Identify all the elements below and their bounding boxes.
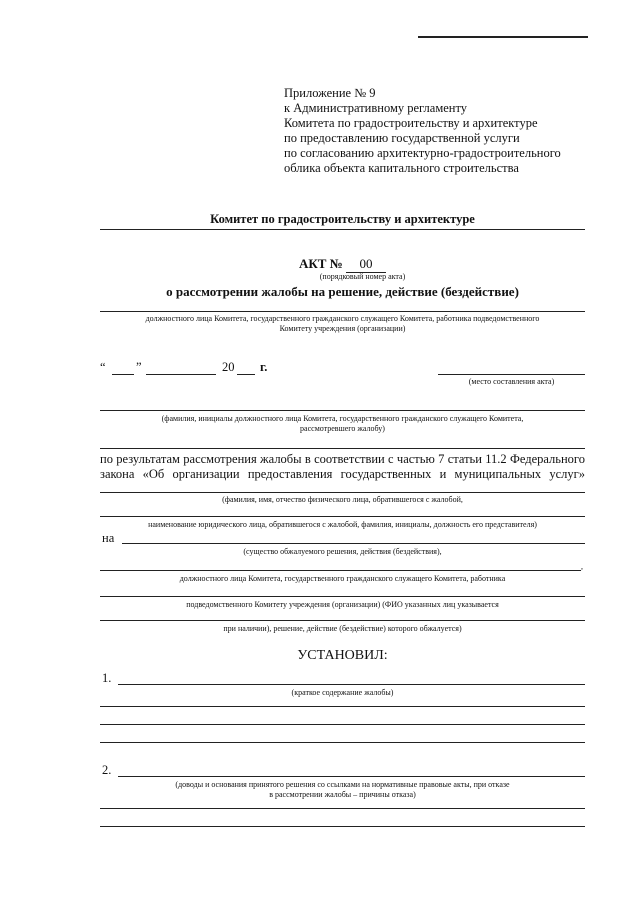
- established-heading: УСТАНОВИЛ:: [297, 648, 388, 663]
- item-1-caption: (краткое содержание жалобы): [291, 688, 394, 697]
- item-1-blank-line: [100, 724, 585, 725]
- appealed-decision-caption: (существо обжалуемого решения, действия (бездействия),: [243, 547, 442, 556]
- blank-line: [100, 596, 585, 597]
- official-line-3: при наличии), решение, действие (бездействие) которого обжалуется): [223, 624, 462, 633]
- blank-line: [100, 620, 585, 621]
- act-number: 00: [346, 256, 386, 273]
- reviewer-line: [100, 410, 585, 411]
- header-line: по согласованию архитектурно-градостроительного: [284, 146, 561, 160]
- act-number-caption: (порядковый номер акта): [319, 272, 406, 281]
- act-heading: [100, 256, 585, 273]
- official-caption: [100, 314, 585, 334]
- item-1-number: 1.: [102, 671, 112, 685]
- year-suffix: г.: [260, 360, 268, 374]
- official-caption-line: должностного лица Комитета, государственного гражданского служащего Комитета, работника подведомственного: [145, 314, 540, 323]
- blank-line: [100, 448, 585, 449]
- date-close-quote: ”: [136, 360, 142, 374]
- year-blank: [237, 374, 255, 375]
- top-rule: [418, 36, 588, 38]
- item-2-caption: [100, 780, 585, 800]
- individual-line: [100, 492, 585, 493]
- appealed-decision-line: [122, 543, 585, 544]
- place-caption: (место составления акта): [468, 377, 555, 386]
- committee-underline: [100, 229, 585, 230]
- header-line: Приложение № 9: [284, 86, 376, 100]
- body-line-1: по результатам рассмотрения жалобы в соответствии с частью 7 статьи 11.2 Федерального: [100, 452, 585, 466]
- year-prefix: 20: [222, 360, 235, 374]
- legal-entity-line: [100, 516, 585, 517]
- reviewer-caption-line: рассмотревшего жалобу): [300, 424, 385, 433]
- item-1-blank-line: [100, 706, 585, 707]
- item-2-number: 2.: [102, 763, 112, 777]
- item-2-caption-line: (доводы и основания принятого решения со ссылками на нормативные правовые акты, при отказе: [175, 780, 510, 789]
- header-line: к Административному регламенту: [284, 101, 468, 115]
- item-2-blank-line: [100, 808, 585, 809]
- header-line: Комитета по градостроительству и архитектуре: [284, 116, 538, 130]
- official-line-1: должностного лица Комитета, государственного гражданского служащего Комитета, работника: [179, 574, 506, 583]
- appendix-header: [284, 86, 561, 176]
- official-line-2: подведомственного Комитету учреждения (организации) (ФИО указанных лиц указывается: [186, 600, 499, 609]
- individual-caption: (фамилия, имя, отчество физического лица, обратившегося с жалобой,: [222, 495, 463, 504]
- committee-title: Комитет по градостроительству и архитектуре: [210, 212, 475, 226]
- date-open-quote: “: [100, 360, 106, 374]
- header-line: по предоставлению государственной услуги: [284, 131, 520, 145]
- item-1-blank-line: [100, 742, 585, 743]
- comma-mark: ,: [581, 562, 583, 571]
- on-label: на: [102, 531, 115, 545]
- official-caption-line: Комитету учреждения (организации): [279, 324, 406, 333]
- item-2-blank-line: [100, 826, 585, 827]
- act-label: АКТ №: [298, 256, 343, 271]
- act-title-underline: [100, 311, 585, 312]
- comma-line: [100, 570, 581, 571]
- reviewer-caption: [100, 414, 585, 434]
- place-blank: [438, 374, 585, 375]
- day-blank: [112, 374, 134, 375]
- item-2-line: [118, 776, 585, 777]
- act-title: о рассмотрении жалобы на решение, действие (бездействие): [166, 284, 519, 299]
- legal-entity-caption: наименование юридического лица, обратившегося с жалобой, фамилия, инициалы, должность его представителя): [148, 520, 537, 529]
- header-line: облика объекта капитального строительства: [284, 161, 519, 175]
- reviewer-caption-line: (фамилия, инициалы должностного лица Комитета, государственного гражданского служащего Комитета,: [161, 414, 524, 423]
- body-line-2: закона «Об организации предоставления государственных и муниципальных услуг»: [100, 467, 585, 481]
- item-2-caption-line: в рассмотрении жалобы – причины отказа): [269, 790, 416, 799]
- item-1-line: [118, 684, 585, 685]
- month-blank: [146, 374, 216, 375]
